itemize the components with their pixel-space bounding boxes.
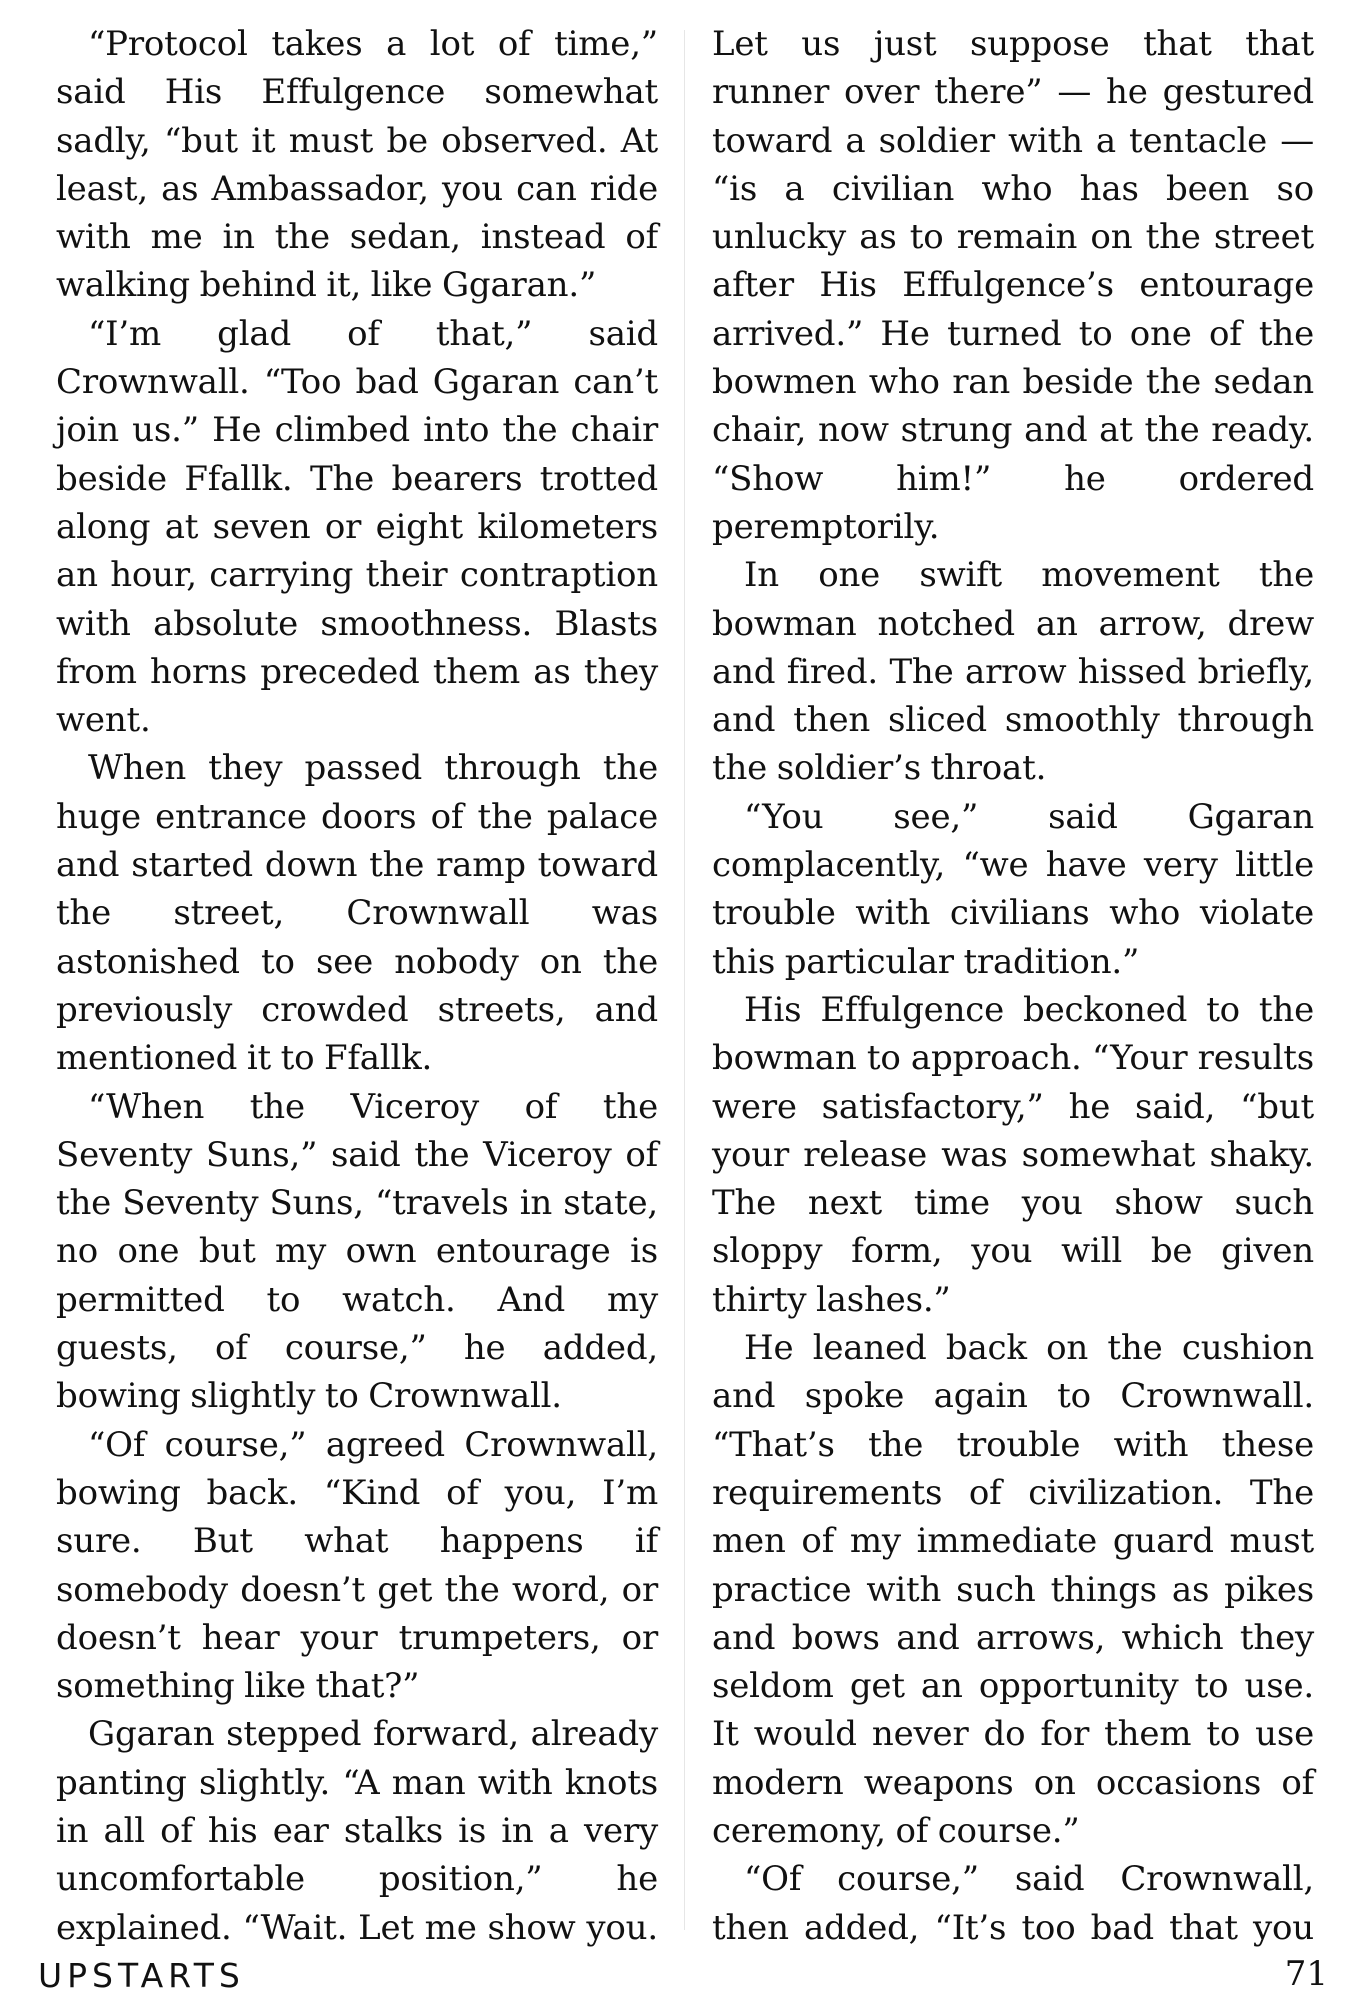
paragraph: “I’m glad of that,” said Crownwall. “Too bad Ggaran can’t join us.” He climbed into the chair beside Ffallk. The bearers trotted along at seven or eight kilometers an hour, carrying their contraption with absolute smoothness. Blasts from horns preceded them as they went. [56, 313, 658, 741]
page-number: 71 [1284, 1954, 1328, 1994]
paragraph: “Of course,” said Crownwall, then added, “It’s too bad that you [712, 1859, 1314, 1948]
paragraph: Ggaran stepped forward, already panting slightly. “A man with knots in all of his ear stalks is in a very uncomfortable position,” he explained. “Wait. Let me show you. [56, 1714, 658, 1948]
paragraph: “Protocol takes a lot of time,” said His Effulgence somewhat sadly, “but it must be observed. At least, as Ambassador, you can ride with me in the sedan, instead of walking behind it, like Ggaran.” [56, 24, 658, 306]
paragraph: “When the Viceroy of the Seventy Suns,” said the Viceroy of the Seventy Suns, “travels in state, no one but my own entourage is permitted to watch. And my guests, of course,” he added, bowing slightly to Crownwall. [56, 1086, 658, 1417]
paragraph: When they passed through the huge entrance doors of the palace and started down the ramp toward the street, Crownwall was astonished to see nobody on the previously crowded streets, and mentioned it to Ffallk. [56, 748, 658, 1079]
right-text-column [712, 20, 1314, 1952]
paragraph: Let us just suppose that that runner over there” — he gestured toward a soldier with a tentacle — “is a civilian who has been so unlucky as to remain on the street after His Effulgence’s entourage arrived.” He turned to one of the bowmen who ran beside the sedan chair, now strung and at the ready. “Show him!” he ordered peremptorily. [712, 24, 1314, 547]
paragraph: “You see,” said Ggaran complacently, “we have very little trouble with civilians who violate this particular tradition.” [712, 796, 1314, 982]
running-footer-title: UPSTARTS [38, 1956, 245, 1995]
paragraph: His Effulgence beckoned to the bowman to approach. “Your results were satisfactory,” he said, “but your release was somewhat shaky. The next time you show such sloppy form, you will be given thirty lashes.” [712, 989, 1314, 1320]
paragraph: “Of course,” agreed Crownwall, bowing back. “Kind of you, I’m sure. But what happens if somebody doesn’t get the word, or doesn’t hear your trumpeters, or something like that?” [56, 1424, 658, 1707]
paragraph: In one swift movement the bowman notched an arrow, drew and fired. The arrow hissed briefly, and then sliced smoothly through the soldier’s throat. [712, 555, 1314, 789]
left-text-column [56, 20, 658, 1952]
column-divider [684, 30, 685, 1930]
paragraph: He leaned back on the cushion and spoke again to Crownwall. “That’s the trouble with these requirements of civilization. The men of my immediate guard must practice with such things as pikes and bows and arrows, which they seldom get an opportunity to use. It would never do for them to use modern weapons on occasions of ceremony, of course.” [712, 1328, 1314, 1851]
